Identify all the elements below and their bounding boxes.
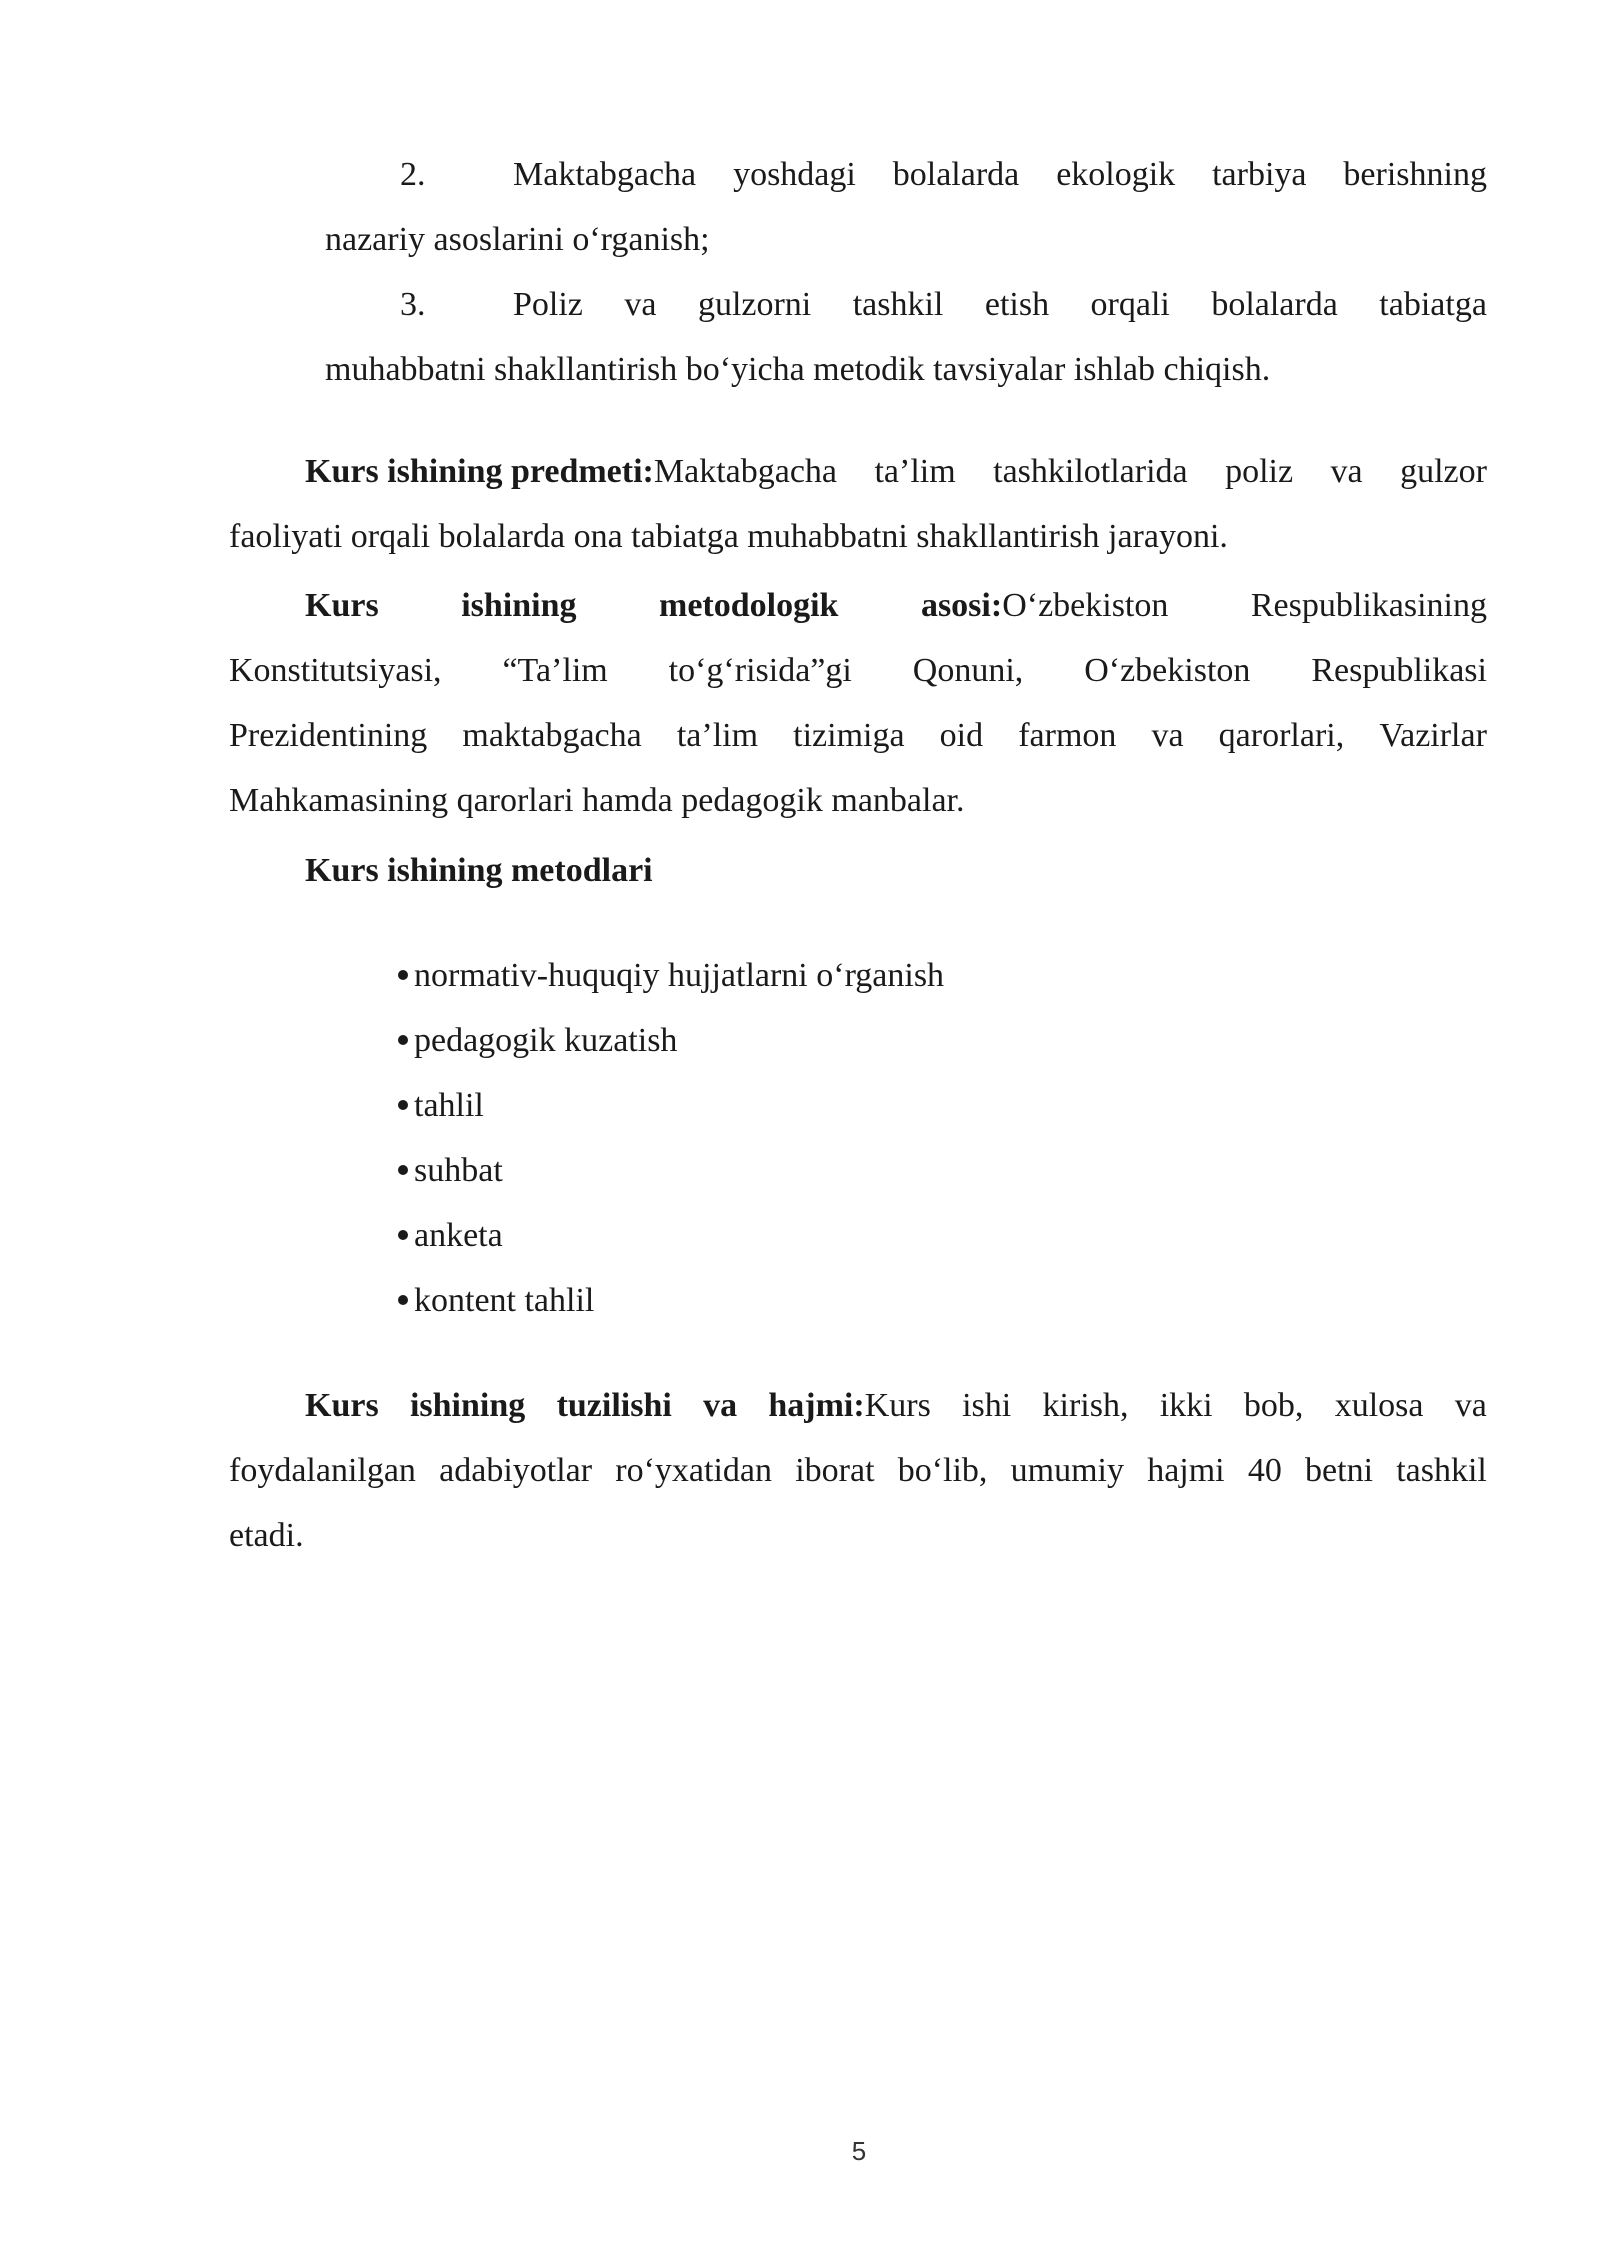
- subject-label: Kurs ishining predmeti:: [305, 453, 654, 490]
- objective-line-1: [513, 285, 1487, 325]
- bullet-icon: [398, 1295, 408, 1305]
- word: maktabgacha: [462, 717, 642, 754]
- word: Konstitutsiyasi,: [229, 652, 442, 689]
- word: yoshdagi: [733, 156, 856, 193]
- word: umumiy: [1010, 1452, 1124, 1489]
- word: poliz: [1225, 453, 1294, 490]
- bullet-icon: [398, 1230, 408, 1240]
- list-item: [398, 1021, 677, 1061]
- objective-number: 2.: [400, 156, 426, 193]
- list-item: [398, 1281, 594, 1321]
- word: adabiyotlar: [439, 1452, 593, 1489]
- word: ikki: [1159, 1387, 1213, 1424]
- subject-paragraph-line-2: faoliyati orqali bolalarda ona tabiatga muhabbatni shakllantirish jarayoni.: [229, 518, 1228, 555]
- word: etish: [984, 286, 1050, 323]
- word: betni: [1305, 1452, 1374, 1489]
- list-item-text: normativ-huquqiy hujjatlarni o‘rganish: [414, 957, 945, 994]
- word: “Ta’lim: [502, 652, 608, 689]
- methodology-label-word: Kurs: [305, 587, 379, 624]
- word: gulzor: [1400, 453, 1487, 490]
- structure-label-word: ishining: [409, 1387, 526, 1424]
- word: tizimiga: [793, 717, 905, 754]
- word: Respublikasining: [1250, 587, 1487, 624]
- bullet-icon: [398, 1035, 408, 1045]
- word: 40: [1247, 1452, 1282, 1489]
- word: tarbiya: [1212, 156, 1307, 193]
- page-number: 5: [851, 2136, 867, 2166]
- word: Prezidentining: [229, 717, 428, 754]
- word: Respublikasi: [1311, 652, 1487, 689]
- list-item-text: suhbat: [414, 1152, 503, 1189]
- word: tashkil: [852, 286, 944, 323]
- methodology-paragraph-line-1: [305, 586, 1487, 626]
- word: xulosa: [1334, 1387, 1424, 1424]
- list-item-text: anketa: [414, 1217, 503, 1254]
- structure-label-word: va: [703, 1387, 738, 1424]
- methodology-label-word: asosi:: [920, 587, 1003, 624]
- structure-label-word: Kurs: [305, 1387, 379, 1424]
- word: to‘g‘risida”gi: [668, 652, 852, 689]
- word: bo‘lib,: [897, 1452, 988, 1489]
- word: kirish,: [1042, 1387, 1129, 1424]
- objective-line-2: muhabbatni shakllantirish bo‘yicha metodik tavsiyalar ishlab chiqish.: [325, 351, 1271, 388]
- methods-heading: Kurs ishining metodlari: [305, 852, 653, 889]
- bullet-icon: [398, 970, 408, 980]
- structure-label-word: hajmi:: [768, 1387, 865, 1424]
- word: Vazirlar: [1379, 717, 1487, 754]
- bullet-icon: [398, 1165, 408, 1175]
- list-item-text: pedagogik kuzatish: [414, 1022, 678, 1059]
- structure-label-end: [768, 1386, 930, 1426]
- subject-paragraph-line-1: [305, 452, 1487, 492]
- structure-paragraph-line-2: [229, 1451, 1487, 1491]
- word: O‘zbekiston: [1002, 587, 1169, 624]
- word: va: [624, 286, 657, 323]
- word: tabiatga: [1379, 286, 1487, 323]
- word: bolalarda: [892, 156, 1020, 193]
- word: hajmi: [1147, 1452, 1225, 1489]
- list-item-text: tahlil: [414, 1087, 484, 1124]
- subject-label-and-first-word: [305, 452, 837, 492]
- structure-paragraph-line-1: [305, 1386, 1487, 1426]
- word: qarorlari,: [1218, 717, 1345, 754]
- structure-label-word: tuzilishi: [556, 1387, 672, 1424]
- word: tashkilotlarida: [993, 453, 1188, 490]
- list-item: [398, 1151, 503, 1191]
- objective-line-1: [513, 155, 1487, 195]
- word: ishi: [962, 1387, 1012, 1424]
- objective-item-3: [400, 285, 1487, 325]
- objective-line-2: nazariy asoslarini o‘rganish;: [325, 221, 710, 258]
- methodology-label-word: ishining: [461, 587, 577, 624]
- methodology-label-word: metodologik: [659, 587, 839, 624]
- methodology-paragraph-line-3: [229, 716, 1487, 756]
- word: ekologik: [1056, 156, 1176, 193]
- word: ta’lim: [676, 717, 759, 754]
- word: va: [1454, 1387, 1487, 1424]
- word: ro‘yxatidan: [615, 1452, 772, 1489]
- bullet-icon: [398, 1100, 408, 1110]
- word: Qonuni,: [912, 652, 1024, 689]
- word: tashkil: [1396, 1452, 1487, 1489]
- methodology-paragraph-line-2: [229, 651, 1487, 691]
- word: oid: [939, 717, 984, 754]
- word: Maktabgacha: [513, 156, 697, 193]
- word: O‘zbekiston: [1084, 652, 1251, 689]
- word: Kurs: [864, 1387, 931, 1424]
- list-item: [398, 1086, 484, 1126]
- methodology-label-end: [921, 586, 1168, 626]
- word: bob,: [1243, 1387, 1304, 1424]
- objective-item-2: [400, 155, 1487, 195]
- word: Poliz: [513, 286, 583, 323]
- list-item: [398, 1216, 503, 1256]
- word: Maktabgacha: [653, 453, 838, 490]
- list-item: [398, 956, 944, 996]
- word: gulzorni: [697, 286, 812, 323]
- word: berishning: [1343, 156, 1487, 193]
- structure-paragraph-line-3: etadi.: [229, 1517, 304, 1554]
- word: va: [1330, 453, 1363, 490]
- word: iborat: [795, 1452, 875, 1489]
- word: ta’lim: [874, 453, 956, 490]
- word: bolalarda: [1211, 286, 1338, 323]
- word: foydalanilgan: [229, 1452, 416, 1489]
- methodology-paragraph-line-4: Mahkamasining qarorlari hamda pedagogik manbalar.: [229, 782, 965, 819]
- word: orqali: [1090, 286, 1170, 323]
- objective-number: 3.: [400, 286, 426, 323]
- list-item-text: kontent tahlil: [414, 1282, 595, 1319]
- word: va: [1151, 717, 1184, 754]
- word: farmon: [1018, 717, 1117, 754]
